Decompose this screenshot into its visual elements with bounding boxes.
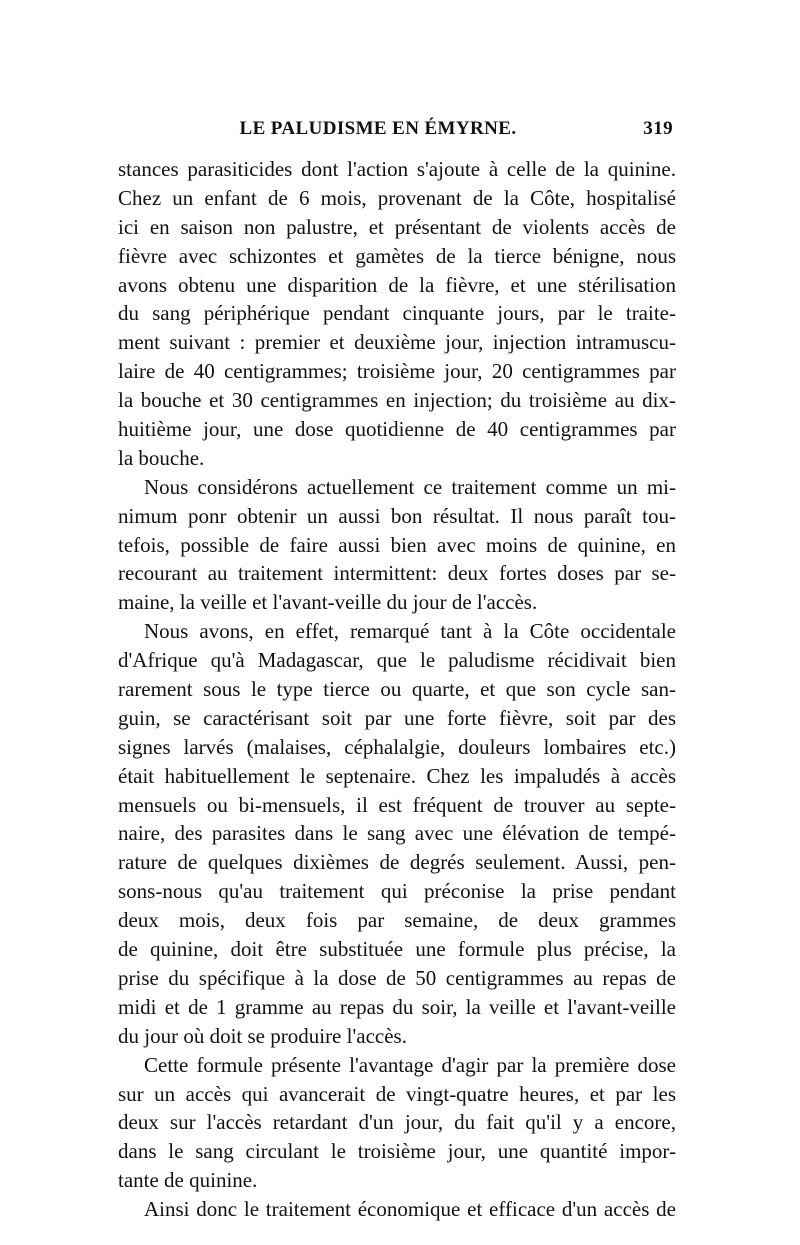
text-line: fièvre avec schizontes et gamètes de la tierce bénigne, nous bbox=[118, 243, 676, 268]
text-line: laire de 40 centigrammes; troisième jour, 20 centigrammes par bbox=[118, 359, 676, 384]
text-line: midi et de 1 gramme au repas du soir, la veille et l'avant-veille bbox=[118, 994, 676, 1019]
text-line: signes larvés (malaises, céphalalgie, douleurs lombaires etc.) bbox=[118, 734, 676, 759]
text-line: la bouche et 30 centigrammes en injection; du troisième au dix- bbox=[118, 388, 676, 413]
text-line: la bouche. bbox=[118, 445, 205, 470]
text-line: sur un accès qui avancerait de vingt-quatre heures, et par les bbox=[118, 1081, 676, 1106]
page-number: 319 bbox=[643, 118, 673, 139]
text-line: huitième jour, une dose quotidienne de 40 centigrammes par bbox=[118, 417, 676, 442]
text-line: du sang périphérique pendant cinquante jours, par le traite- bbox=[118, 301, 676, 326]
text-line: deux sur l'accès retardant d'un jour, du fait qu'il y a encore, bbox=[118, 1110, 676, 1135]
text-line: rature de quelques dixièmes de degrés seulement. Aussi, pen- bbox=[118, 850, 676, 875]
text-line: guin, se caractérisant soit par une forte fièvre, soit par des bbox=[118, 705, 676, 730]
text-line: mensuels ou bi-mensuels, il est fréquent de trouver au septe- bbox=[118, 792, 676, 817]
text-line: de quinine, doit être substituée une formule plus précise, la bbox=[118, 937, 676, 962]
text-line: du jour où doit se produire l'accès. bbox=[118, 1023, 407, 1048]
text-line: stances parasiticides dont l'action s'ajoute à celle de la quinine. bbox=[118, 157, 676, 181]
text-line: prise du spécifique à la dose de 50 centigrammes au repas de bbox=[118, 965, 676, 990]
text-line: avons obtenu une disparition de la fièvre, et une stérilisation bbox=[118, 272, 676, 297]
running-head bbox=[118, 118, 673, 144]
text-line: sons-nous qu'au traitement qui préconise la prise pendant bbox=[118, 879, 676, 904]
text-line: dans le sang circulant le troisième jour, une quantité impor- bbox=[118, 1139, 676, 1164]
text-line: nimum ponr obtenir un aussi bon résultat. Il nous paraît tou- bbox=[118, 503, 676, 528]
text-line: ici en saison non palustre, et présentant de violents accès de bbox=[118, 214, 676, 239]
text-line: deux mois, deux fois par semaine, de deux grammes bbox=[118, 908, 676, 933]
text-line: Nous avons, en effet, remarqué tant à la Côte occidentale bbox=[144, 619, 676, 644]
text-line: tefois, possible de faire aussi bien avec moins de quinine, en bbox=[118, 532, 676, 557]
body-text bbox=[118, 155, 676, 1224]
text-line: d'Afrique qu'à Madagascar, que le paludisme récidivait bien bbox=[118, 648, 676, 673]
text-line: tante de quinine. bbox=[118, 1168, 258, 1193]
running-title: LE PALUDISME EN ÉMYRNE. bbox=[239, 118, 517, 139]
text-line: Cette formule présente l'avantage d'agir par la première dose bbox=[144, 1052, 676, 1077]
text-line: Ainsi donc le traitement économique et efficace d'un accès de bbox=[144, 1197, 676, 1222]
text-line: Chez un enfant de 6 mois, provenant de la Côte, hospitalisé bbox=[118, 185, 676, 210]
text-line: naire, des parasites dans le sang avec une élévation de tempé- bbox=[118, 821, 676, 846]
text-line: rarement sous le type tierce ou quarte, et que son cycle san- bbox=[118, 677, 676, 702]
text-line: était habituellement le septenaire. Chez les impaludés à accès bbox=[118, 763, 676, 788]
text-line: recourant au traitement intermittent: deux fortes doses par se- bbox=[118, 561, 676, 586]
text-line: maine, la veille et l'avant-veille du jour de l'accès. bbox=[118, 590, 538, 615]
text-line: Nous considérons actuellement ce traitement comme un mi- bbox=[144, 474, 676, 499]
text-line: ment suivant : premier et deuxième jour, injection intramuscu- bbox=[118, 330, 676, 355]
